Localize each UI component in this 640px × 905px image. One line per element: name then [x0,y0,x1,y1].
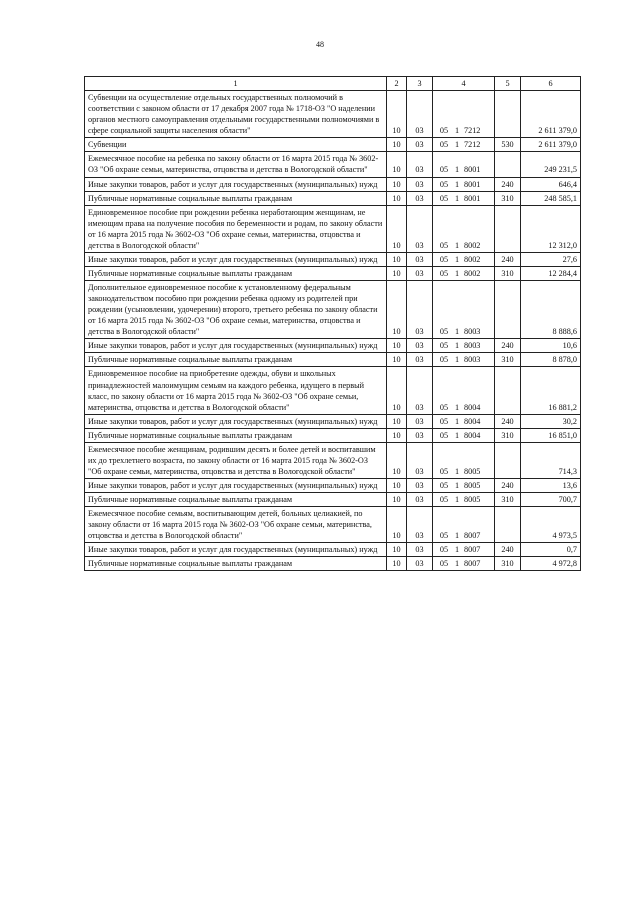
subsection-code: 03 [407,493,433,507]
target-article-code [433,152,495,177]
expense-type-code: 310 [495,353,521,367]
header-cell: 5 [495,77,521,91]
amount: 30,2 [521,414,581,428]
subprogram-code: 1 [454,531,460,541]
expense-type-code [495,152,521,177]
direction-code: 8002 [464,254,481,264]
direction-code: 8003 [464,355,481,365]
subprogram-code: 1 [454,559,460,569]
program-code: 05 [439,240,449,250]
subsection-code: 03 [407,479,433,493]
table-row [85,191,581,205]
subsection-code: 03 [407,367,433,414]
target-article-code [433,479,495,493]
program-code: 05 [439,430,449,440]
row-description: Субвенции [85,138,387,152]
header-cell: 4 [433,77,495,91]
subsection-code: 03 [407,557,433,571]
section-code: 10 [387,543,407,557]
program-code: 05 [439,531,449,541]
direction-code: 8004 [464,416,481,426]
target-article-code [433,353,495,367]
target-article-code [433,281,495,339]
header-cell: 1 [85,77,387,91]
row-description: Иные закупки товаров, работ и услуг для государственных (муниципальных) нужд [85,543,387,557]
amount: 8 888,6 [521,281,581,339]
direction-code: 8005 [464,481,481,490]
direction-code: 8007 [464,531,481,541]
expense-type-code: 310 [495,191,521,205]
amount: 0,7 [521,543,581,557]
table-row [85,138,581,152]
target-article-code [433,266,495,280]
subprogram-code: 1 [454,193,460,203]
row-description: Публичные нормативные социальные выплаты гражданам [85,493,387,507]
amount: 16 851,0 [521,428,581,442]
target-article-code [433,442,495,478]
section-code: 10 [387,507,407,543]
subsection-code: 03 [407,177,433,191]
subsection-code: 03 [407,266,433,280]
subprogram-code: 1 [454,341,460,351]
subprogram-code: 1 [454,545,460,555]
subsection-code: 03 [407,353,433,367]
section-code: 10 [387,493,407,507]
subprogram-code: 1 [454,495,460,505]
section-code: 10 [387,367,407,414]
target-article-code [433,191,495,205]
section-code: 10 [387,205,407,252]
direction-code: 8007 [464,559,481,569]
program-code: 05 [439,165,449,175]
target-article-code [433,428,495,442]
amount: 2 611 379,0 [521,91,581,138]
subsection-code: 03 [407,507,433,543]
direction-code: 8001 [464,165,481,175]
direction-code: 8002 [464,268,481,278]
program-code: 05 [439,466,449,476]
row-description: Публичные нормативные социальные выплаты гражданам [85,557,387,571]
direction-code: 8004 [464,402,481,412]
target-article-code [433,252,495,266]
amount: 2 611 379,0 [521,138,581,152]
expense-type-code: 530 [495,138,521,152]
section-code: 10 [387,479,407,493]
program-code: 05 [439,402,449,412]
amount: 27,6 [521,252,581,266]
target-article-code [433,138,495,152]
section-code: 10 [387,138,407,152]
expense-type-code [495,281,521,339]
subsection-code: 03 [407,428,433,442]
amount: 13,6 [521,479,581,493]
row-description: Публичные нормативные социальные выплаты гражданам [85,266,387,280]
table-row [85,414,581,428]
subprogram-code: 1 [454,355,460,365]
direction-code: 7212 [464,126,481,136]
section-code: 10 [387,414,407,428]
subprogram-code: 1 [454,254,460,264]
expense-type-code [495,442,521,478]
expense-type-code: 240 [495,543,521,557]
table-row [85,177,581,191]
expense-type-code: 240 [495,479,521,493]
target-article-code [433,414,495,428]
section-code: 10 [387,442,407,478]
table-row [85,479,581,493]
section-code: 10 [387,353,407,367]
subprogram-code: 1 [454,165,460,175]
row-description: Ежемесячное пособие на ребенка по закону области от 16 марта 2015 года № 3602-ОЗ "Об охране семьи, материнства, отцовства и детства в Вологодской области" [85,152,387,177]
section-code: 10 [387,428,407,442]
target-article-code [433,557,495,571]
budget-table [84,76,581,571]
subsection-code: 03 [407,191,433,205]
direction-code: 8005 [464,466,481,476]
expense-type-code: 310 [495,493,521,507]
subsection-code: 03 [407,205,433,252]
direction-code: 8002 [464,240,481,250]
table-row [85,557,581,571]
expense-type-code [495,507,521,543]
expense-type-code: 240 [495,414,521,428]
subsection-code: 03 [407,339,433,353]
amount: 714,3 [521,442,581,478]
subprogram-code: 1 [454,430,460,440]
row-description: Ежемесячное пособие женщинам, родившим десять и более детей и воспитавшим их до трехлетнего возраста, по закону области от 16 марта 2015 года № 3602-ОЗ "Об охране семьи, материнства, отцовства и детства в Вологодской области" [85,442,387,478]
target-article-code [433,91,495,138]
expense-type-code [495,367,521,414]
row-description: Субвенции на осуществление отдельных государственных полномочий в соответствии с законом области от 17 декабря 2007 года № 1718-ОЗ "О наделении органов местного самоуправления отдельными государственными полномочиями в сфере социальной защиты населения области" [85,91,387,138]
direction-code: 8001 [464,193,481,203]
amount: 12 284,4 [521,266,581,280]
row-description: Единовременное пособие на приобретение одежды, обуви и школьных принадлежностей малоимущим семьям на каждого ребенка, идущего в первый класс, по закону области от 16 марта 2015 года № 3602-ОЗ "Об охране семьи, материнства, отцовства и детства в Вологодской области" [85,367,387,414]
table-row [85,428,581,442]
amount: 248 585,1 [521,191,581,205]
table-row [85,442,581,478]
program-code: 05 [439,179,449,189]
subsection-code: 03 [407,138,433,152]
program-code: 05 [439,495,449,505]
expense-type-code: 310 [495,557,521,571]
program-code: 05 [439,355,449,365]
table-row [85,367,581,414]
row-description: Иные закупки товаров, работ и услуг для государственных (муниципальных) нужд [85,414,387,428]
subsection-code: 03 [407,543,433,557]
program-code: 05 [439,268,449,278]
amount: 700,7 [521,493,581,507]
table-row [85,205,581,252]
table-row [85,152,581,177]
program-code: 05 [439,140,449,150]
amount: 10,6 [521,339,581,353]
subprogram-code: 1 [454,126,460,136]
table-row [85,91,581,138]
target-article-code [433,339,495,353]
table-row [85,266,581,280]
amount: 4 972,8 [521,557,581,571]
header-cell: 2 [387,77,407,91]
expense-type-code [495,205,521,252]
row-description: Дополнительное единовременное пособие к установленному федеральным законодательством пособию при рождении ребенка одному из родителей при рождении (усыновлении, удочерении) второго, третьего ребенка по закону области от 16 марта 2015 года № 3602-ОЗ "Об охране семьи, материнства, отцовства и детства в Вологодской области" [85,281,387,339]
amount: 8 878,0 [521,353,581,367]
program-code: 05 [439,559,449,569]
section-code: 10 [387,339,407,353]
section-code: 10 [387,266,407,280]
direction-code: 8005 [464,495,481,505]
target-article-code [433,205,495,252]
table-row [85,252,581,266]
direction-code: 7212 [464,140,481,150]
program-code: 05 [439,126,449,136]
row-description: Публичные нормативные социальные выплаты гражданам [85,191,387,205]
row-description: Публичные нормативные социальные выплаты гражданам [85,353,387,367]
subprogram-code: 1 [454,240,460,250]
amount: 4 973,5 [521,507,581,543]
program-code: 05 [439,327,449,337]
table-row [85,493,581,507]
row-description: Публичные нормативные социальные выплаты гражданам [85,428,387,442]
subprogram-code: 1 [454,268,460,278]
program-code: 05 [439,545,449,555]
target-article-code [433,507,495,543]
subprogram-code: 1 [454,466,460,476]
subsection-code: 03 [407,152,433,177]
section-code: 10 [387,281,407,339]
subsection-code: 03 [407,414,433,428]
program-code: 05 [439,481,449,490]
section-code: 10 [387,152,407,177]
amount: 16 881,2 [521,367,581,414]
expense-type-code: 240 [495,177,521,191]
row-description: Иные закупки товаров, работ и услуг для государственных (муниципальных) нужд [85,177,387,191]
expense-type-code: 240 [495,339,521,353]
row-description: Иные закупки товаров, работ и услуг для государственных (муниципальных) нужд [85,339,387,353]
amount: 646,4 [521,177,581,191]
subsection-code: 03 [407,91,433,138]
amount: 249 231,5 [521,152,581,177]
table-row [85,507,581,543]
section-code: 10 [387,191,407,205]
subprogram-code: 1 [454,140,460,150]
section-code: 10 [387,177,407,191]
expense-type-code [495,91,521,138]
row-description: Ежемесячное пособие семьям, воспитывающим детей, больных целиакией, по закону области от 16 марта 2015 года № 3602-ОЗ "Об охране семьи, материнства, отцовства и детства в Вологодской области" [85,507,387,543]
target-article-code [433,367,495,414]
row-description: Иные закупки товаров, работ и услуг для государственных (муниципальных) нужд [85,252,387,266]
expense-type-code: 240 [495,252,521,266]
subprogram-code: 1 [454,179,460,189]
subsection-code: 03 [407,252,433,266]
subprogram-code: 1 [454,416,460,426]
row-description: Единовременное пособие при рождении ребенка неработающим женщинам, не имеющим права на получение пособия по беременности и родам, по закону области от 16 марта 2015 года № 3602-ОЗ "Об охране семьи, материнства, отцовства и детства в Вологодской области" [85,205,387,252]
subsection-code: 03 [407,281,433,339]
direction-code: 8003 [464,327,481,337]
program-code: 05 [439,416,449,426]
table-row [85,339,581,353]
direction-code: 8007 [464,545,481,555]
section-code: 10 [387,557,407,571]
amount: 12 312,0 [521,205,581,252]
target-article-code [433,543,495,557]
section-code: 10 [387,91,407,138]
row-description: Иные закупки товаров, работ и услуг для государственных (муниципальных) нужд [85,479,387,493]
program-code: 05 [439,341,449,351]
program-code: 05 [439,193,449,203]
table-row [85,543,581,557]
target-article-code [433,177,495,191]
table-row [85,353,581,367]
header-cell: 6 [521,77,581,91]
program-code: 05 [439,254,449,264]
header-row [85,77,581,91]
header-cell: 3 [407,77,433,91]
page-number: 48 [316,40,324,49]
direction-code: 8003 [464,341,481,351]
target-article-code [433,493,495,507]
subprogram-code: 1 [454,402,460,412]
subsection-code: 03 [407,442,433,478]
section-code: 10 [387,252,407,266]
direction-code: 8001 [464,179,481,189]
expense-type-code: 310 [495,428,521,442]
expense-type-code: 310 [495,266,521,280]
subprogram-code: 1 [454,327,460,337]
direction-code: 8004 [464,430,481,440]
table-row [85,281,581,339]
subprogram-code: 1 [454,481,460,490]
